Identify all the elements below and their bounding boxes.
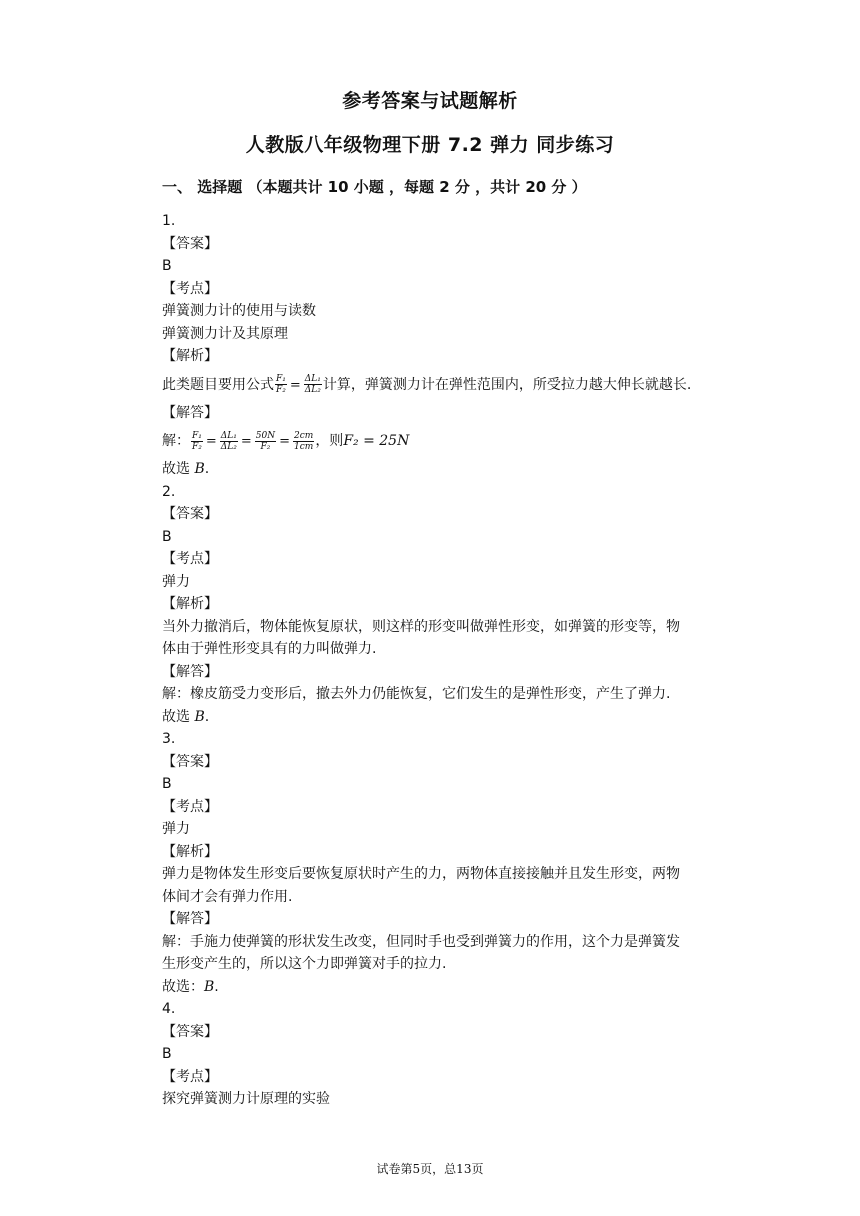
kaodian-label: 【考点】 xyxy=(162,798,218,815)
jiexi-text: 弹力是物体发生形变后要恢复原状时产生的力，两物体直接接触并且发生形变，两物 xyxy=(162,866,680,882)
kaodian-label: 【考点】 xyxy=(162,280,218,297)
jieda-1cm: 1cm xyxy=(294,441,314,452)
answer-value: B xyxy=(162,528,172,545)
question-number: 3. xyxy=(162,731,176,747)
answer-value: B xyxy=(162,258,172,274)
jiexi-label: 【解析】 xyxy=(162,843,218,860)
jieda-dl2: ΔL₂ xyxy=(220,441,237,452)
jiexi-text xyxy=(162,368,742,402)
jieda-text: 解：手施力使弹簧的形状发生改变，但同时手也受到弹簧力的作用，这个力是弹簧发 xyxy=(162,933,680,950)
jieda-prefix: 解： xyxy=(162,433,190,449)
jieda-mid: ，则 xyxy=(315,433,344,449)
jieda-label: 【解答】 xyxy=(162,404,218,421)
kaodian-label: 【考点】 xyxy=(162,551,218,567)
equals-sign: = xyxy=(289,377,301,393)
conclusion-prefix: 故选 xyxy=(162,708,195,725)
jieda-50n: 50N xyxy=(255,430,276,441)
conclusion xyxy=(162,458,742,481)
jiexi-label: 【解析】 xyxy=(162,348,218,364)
formula-f2: F₂ xyxy=(276,385,286,395)
conclusion xyxy=(162,976,742,999)
question-number: 2. xyxy=(162,483,176,500)
page-title: 参考答案与试题解析 xyxy=(342,90,518,112)
kaodian-item: 弹簧测力计的使用与读数 xyxy=(162,303,316,319)
jieda-f2: F₂ xyxy=(192,441,202,452)
jieda-label: 【解答】 xyxy=(162,663,218,680)
conclusion-end: . xyxy=(214,978,219,995)
answer-value: B xyxy=(162,1046,172,1062)
answer-label: 【答案】 xyxy=(162,1023,218,1040)
equals-sign: = xyxy=(240,434,252,449)
jieda-fraction-force xyxy=(191,431,203,452)
formula-f1: F₁ xyxy=(276,374,286,384)
page-footer: 试卷第5页，总13页 xyxy=(376,1162,484,1176)
jiexi-text: 体间才会有弹力作用. xyxy=(162,888,293,905)
kaodian-item: 弹力 xyxy=(162,573,190,590)
answer-content xyxy=(162,210,742,1111)
formula-dl2: ΔL₂ xyxy=(304,385,321,395)
conclusion-letter: B xyxy=(194,461,205,477)
formula-fraction-force xyxy=(275,374,287,395)
conclusion-prefix: 故选 xyxy=(162,461,195,477)
conclusion-letter: B xyxy=(204,978,215,995)
equals-sign: = xyxy=(279,434,290,449)
kaodian-item: 弹力 xyxy=(162,821,190,837)
page-subtitle: 人教版八年级物理下册 7.2 弹力 同步练习 xyxy=(245,134,615,156)
answer-label: 【答案】 xyxy=(162,235,218,252)
jieda-fraction-cm xyxy=(293,431,314,452)
jieda-fraction-value xyxy=(255,431,276,452)
jieda-f1: F₁ xyxy=(192,430,202,441)
jiexi-prefix: 此类题目要用公式 xyxy=(162,376,274,393)
jieda-2cm: 2cm xyxy=(294,430,314,441)
section-heading: 一、 选择题 （本题共计 10 小题 ，每题 2 分 ，共计 20 分 ） xyxy=(162,178,587,196)
conclusion-prefix: 故选： xyxy=(162,978,204,995)
conclusion-letter: B xyxy=(194,708,205,725)
jieda-text: 解：橡皮筋受力变形后，撤去外力仍能恢复，它们发生的是弹性形变，产生了弹力. xyxy=(162,686,671,702)
jieda-dl1: ΔL₁ xyxy=(220,430,237,441)
conclusion-end: . xyxy=(204,461,210,477)
jiexi-label: 【解析】 xyxy=(162,596,218,612)
kaodian-label: 【考点】 xyxy=(162,1068,218,1085)
kaodian-item: 探究弹簧测力计原理的实验 xyxy=(162,1091,330,1107)
answer-value: B xyxy=(162,776,172,792)
equals-sign: = xyxy=(205,434,217,449)
jieda-text: 生形变产生的，所以这个力即弹簧对手的拉力. xyxy=(162,956,447,972)
question-number: 4. xyxy=(162,1001,176,1017)
jieda-fraction-length xyxy=(220,431,238,452)
formula-dl1: ΔL₁ xyxy=(304,374,321,384)
formula-fraction-length xyxy=(304,374,322,395)
jieda-result: F₂ = 25N xyxy=(343,433,410,449)
jiexi-text: 当外力撤消后，物体能恢复原状，则这样的形变叫做弹性形变，如弹簧的形变等，物 xyxy=(162,618,680,635)
jieda-f2-b: F₂ xyxy=(260,441,271,452)
question-number: 1. xyxy=(162,213,176,229)
conclusion-end: . xyxy=(204,708,210,725)
answer-label: 【答案】 xyxy=(162,506,218,522)
jiexi-suffix: 计算，弹簧测力计在弹性范围内，所受拉力越大伸长就越长. xyxy=(322,376,692,393)
conclusion xyxy=(162,706,742,729)
jiexi-text: 体由于弹性形变具有的力叫做弹力. xyxy=(162,641,377,657)
kaodian-item: 弹簧测力计及其原理 xyxy=(162,325,288,342)
jieda-text xyxy=(162,424,742,458)
answer-label: 【答案】 xyxy=(162,753,218,770)
jieda-label: 【解答】 xyxy=(162,911,218,927)
